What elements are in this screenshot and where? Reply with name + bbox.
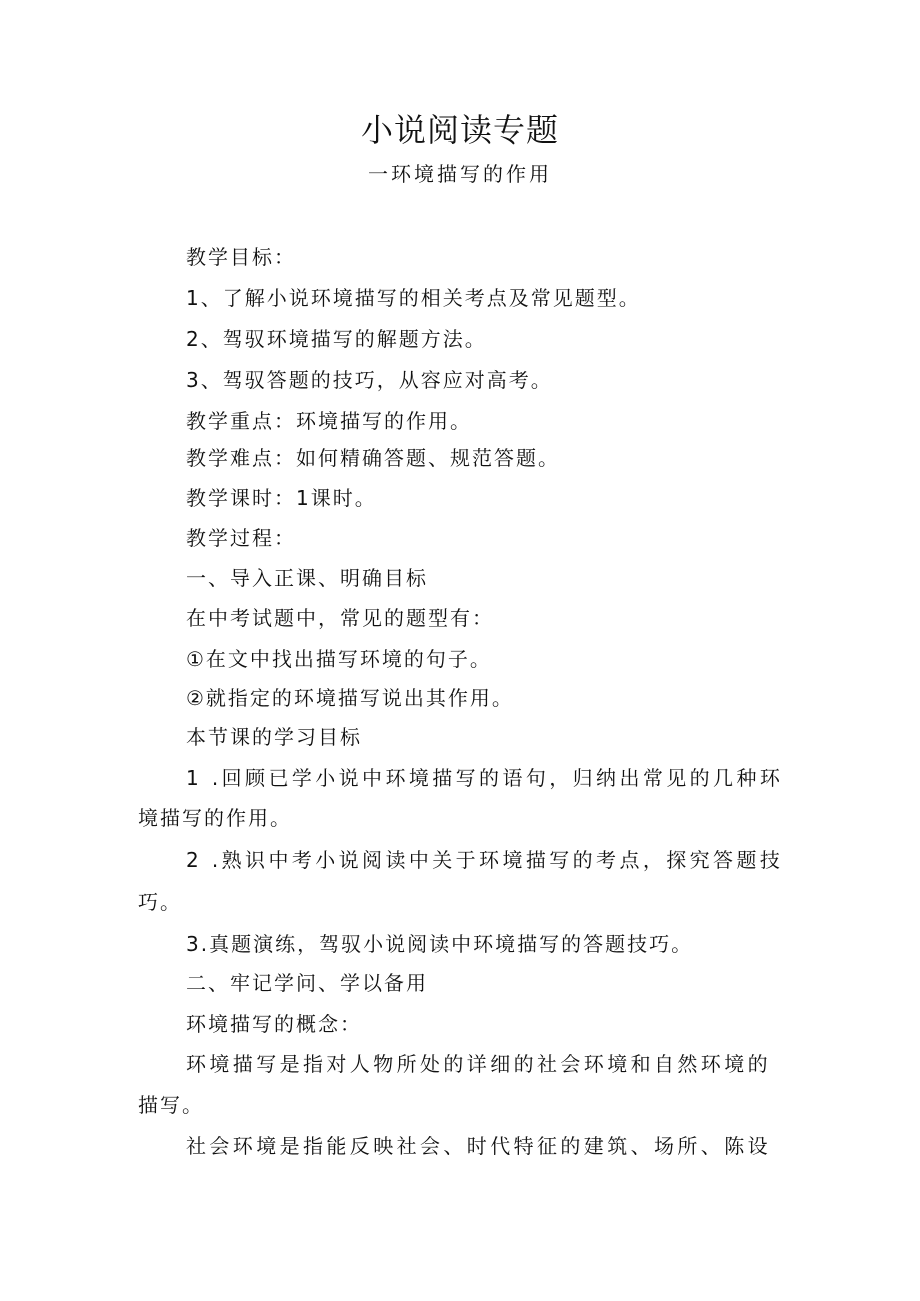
paragraph-line: 教学课时：1课时。 (186, 486, 377, 510)
paragraph-line: 描写。 (138, 1093, 204, 1117)
paragraph-line: 本节课的学习目标 (186, 725, 362, 749)
paragraph-line: ②就指定的环境描写说出其作用。 (186, 686, 514, 710)
paragraph-line: 1 .回顾已学小说中环境描写的语句，归纳出常见的几种环 (186, 766, 784, 790)
paragraph-line: 1、了解小说环境描写的相关考点及常见题型。 (186, 286, 641, 310)
paragraph-line: 社会环境是指能反映社会、时代特征的建筑、场所、陈设 (186, 1134, 771, 1158)
paragraph-line: ①在文中找出描写环境的句子。 (186, 647, 492, 671)
paragraph-line: 在中考试题中，常见的题型有： (186, 606, 494, 630)
paragraph-line: 教学过程： (186, 526, 296, 550)
paragraph-line: 环境描写是指对人物所处的详细的社会环境和自然环境的 (186, 1052, 771, 1076)
paragraph-line: 环境描写的概念： (186, 1012, 362, 1036)
paragraph-line: 3、驾驭答题的技巧，从容应对高考。 (186, 368, 553, 392)
paragraph-line: 教学难点：如何精确答题、规范答题。 (186, 446, 560, 470)
paragraph-line: 巧。 (138, 890, 182, 914)
paragraph-line: 2 .熟识中考小说阅读中关于环境描写的考点，探究答题技 (186, 848, 784, 872)
document-subtitle: 一环境描写的作用 (368, 162, 552, 186)
section-heading: 二、牢记学问、学以备用 (186, 971, 428, 995)
document-title: 小说阅读专题 (360, 111, 559, 149)
paragraph-line: 2、驾驭环境描写的解题方法。 (186, 327, 487, 351)
paragraph-line: 境描写的作用。 (138, 806, 292, 830)
paragraph-line: 3.真题演练，驾驭小说阅读中环境描写的答题技巧。 (186, 932, 694, 956)
paragraph-line: 教学重点：环境描写的作用。 (186, 409, 472, 433)
paragraph-line: 教学目标： (186, 245, 296, 269)
section-heading: 一、导入正课、明确目标 (186, 566, 428, 590)
